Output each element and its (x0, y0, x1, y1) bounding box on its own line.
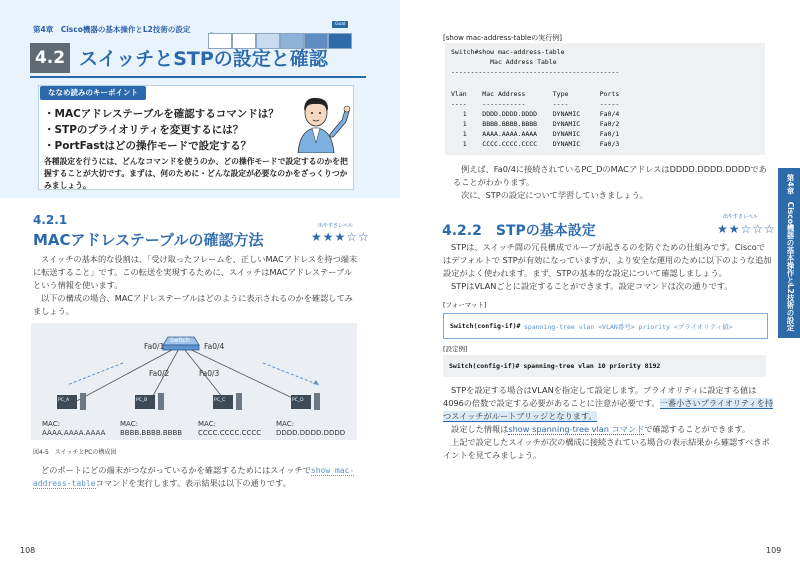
keypoint-item: ・PortFastはどの操作モードで設定する？ (44, 140, 252, 152)
page-number: 108 (20, 546, 36, 555)
paragraph (443, 423, 773, 436)
section-number: 4.2 (30, 43, 70, 73)
text-run: STPを設定する場合はVLANを指定して設定します。プライオリティに設定する値は4096の倍数で設定する必要があることに注意が必要です。 (443, 385, 757, 408)
keypoint-item: ・STPのプライオリティを変更するには？ (44, 124, 244, 136)
subsection-number: 4.2.1 (33, 213, 68, 227)
figure-caption: 図4-5 スイッチとPCの構成図 (33, 449, 117, 456)
mac-label: MAC: (276, 420, 294, 428)
subsection-title: MACアドレステーブルの確認方法 (33, 231, 264, 249)
paragraph: 以下の構成の場合、MACアドレステーブルはどのように表示されるのかを確認してみましょう。 (33, 293, 353, 316)
text-run: で確認することができます。 (644, 424, 751, 434)
paragraph: STPはVLANごとに設定することができます。設定コマンドは次の通りです。 (451, 281, 733, 291)
side-tab-label: 第4章 Cisco機器の基本操作とL2技術の設定 (786, 174, 795, 332)
mac-value: AAAA.AAAA.AAAA (42, 429, 106, 437)
pc-name: PC_A (58, 398, 70, 403)
keypoint-label: ななめ読みのキーポイント (40, 86, 146, 100)
body-text (443, 384, 773, 462)
difficulty-stars: ★★★☆☆ (311, 230, 370, 244)
difficulty-label: 出やすさレベル (723, 214, 759, 220)
text-run: 設定した情報は (451, 424, 509, 434)
keypoint-item: ・MACアドレステーブルを確認するコマンドは？ (44, 108, 279, 120)
format-code-box (443, 313, 768, 339)
code-line: 1 BBBB.BBBB.BBBB DYNAMIC Fa0/2 (451, 120, 620, 128)
paragraph: 上記で設定したスイッチが次の構成に接続されている場合の表示結果から確認すべきポイントを見てみましょう。 (443, 437, 770, 460)
pc-mac (120, 420, 182, 438)
section-title: スイッチとSTPの設定と確認 (79, 48, 328, 70)
example-command: Switch(config-if)# spanning-tree vlan 10 priority 8192 (449, 362, 661, 370)
pc-tower-icon (80, 393, 86, 410)
progress-goal-label: Goal (332, 21, 348, 28)
port-label: Fa0/2 (149, 369, 170, 378)
mac-label: MAC: (42, 420, 60, 428)
port-label: Fa0/1 (144, 342, 165, 351)
body-text (443, 241, 773, 293)
paragraph: 例えば、Fa0/4に接続されているPC_DのMACアドレスはDDDD.DDDD.DDDDであることがわかります。 (453, 164, 767, 187)
pc-name: PC_B (136, 398, 148, 403)
pc-tower-icon (158, 393, 164, 410)
pc-mac (276, 420, 345, 438)
example-code-box (443, 355, 766, 377)
paragraph: スイッチの基本的な役割は、「受け取ったフレームを、正しいMACアドレスを持つ端末に転送すること」です。この転送を実現するために、スイッチはMACアドレステーブルという情報を使います。 (33, 254, 358, 290)
subsection-title: 4.2.2 STPの基本設定 (442, 223, 596, 239)
code-block (445, 43, 765, 155)
paragraph (443, 384, 773, 423)
code-line: Vlan Mac Address Type Ports (451, 90, 620, 98)
switch-label: Switch (170, 337, 190, 344)
format-prompt: Switch(config-if)# (450, 322, 521, 330)
page-number: 109 (766, 546, 782, 555)
port-label: Fa0/4 (204, 342, 225, 351)
code-line: 1 CCCC.CCCC.CCCC DYNAMIC Fa0/3 (451, 140, 620, 148)
code-line: ------------------------------------------- (451, 68, 620, 76)
body-text (33, 253, 358, 318)
pc-mac (198, 420, 261, 438)
text-run: どのポートにどの端末がつながっているかを確認するためにはスイッチで (41, 465, 311, 475)
title-underline (30, 76, 366, 78)
highlighted-text: 一番小さいプライオリティを持つスイッチがルートブリッジとなります。 (443, 398, 774, 421)
pc-mac (42, 420, 105, 438)
paragraph (33, 464, 358, 490)
example-label: [show mac-address-tableの実行例] (443, 34, 563, 42)
difficulty-stars: ★★☆☆☆ (717, 222, 776, 236)
keypoint-description: 各種設定を行うには、どんなコマンドを使うのか、どの操作モードで設定するのかを把握することが大切です。まずは、何のために・どんな設定が必要なのかをざっくりつかみましょう。 (44, 157, 348, 190)
body-text (453, 163, 773, 202)
paragraph: 次に、STPの設定について学習していきましょう。 (461, 190, 648, 200)
port-label: Fa0/3 (199, 369, 220, 378)
text-run: コマンドを実行します。表示結果は以下の通りです。 (95, 478, 291, 488)
pc-tower-icon (314, 393, 320, 410)
inline-command: show mac-address-table (33, 466, 355, 488)
example-label: [設定例] (443, 345, 468, 353)
code-line: Switch#show mac-address-table (451, 48, 565, 56)
right-page (400, 0, 800, 567)
network-diagram (31, 323, 357, 440)
pc-name: PC_D (292, 398, 304, 403)
chapter-label: 第4章 Cisco機器の基本操作とL2技術の設定 (33, 25, 191, 34)
mac-label: MAC: (120, 420, 138, 428)
format-argument: spanning-tree vlan <VLAN番号> priority <プライオリティ値> (520, 323, 733, 331)
difficulty-label: 出やすさレベル (318, 223, 354, 229)
code-line: ---- ----------- ---- ----- (451, 100, 620, 108)
code-line: 1 DDDD.DDDD.DDDD DYNAMIC Fa0/4 (451, 110, 620, 118)
code-line: 1 AAAA.AAAA.AAAA DYNAMIC Fa0/1 (451, 130, 620, 138)
chapter-side-tab (778, 168, 800, 338)
mac-value: BBBB.BBBB.BBBB (120, 429, 183, 437)
mac-value: CCCC.CCCC.CCCC (198, 429, 262, 437)
mac-label: MAC: (198, 420, 216, 428)
paragraph: STPは、スイッチ間の冗長構成でループが起きるのを防ぐための仕組みです。Ciscoではデフォルトで STPが有効になっていますが、より安全な運用のために以下のような追加設定がよく使われます。まず、STPの基本的な設定について確認しましょう。 (443, 242, 772, 278)
mac-value: DDDD.DDDD.DDDD (276, 429, 346, 437)
pc-name: PC_C (214, 398, 226, 403)
code-line: Mac Address Table (451, 58, 557, 66)
teacher-illustration (292, 93, 354, 153)
format-label: [フォーマット] (443, 301, 487, 309)
command-reference: show spanning-tree vlan コマンド (508, 424, 645, 434)
pc-tower-icon (236, 393, 242, 410)
